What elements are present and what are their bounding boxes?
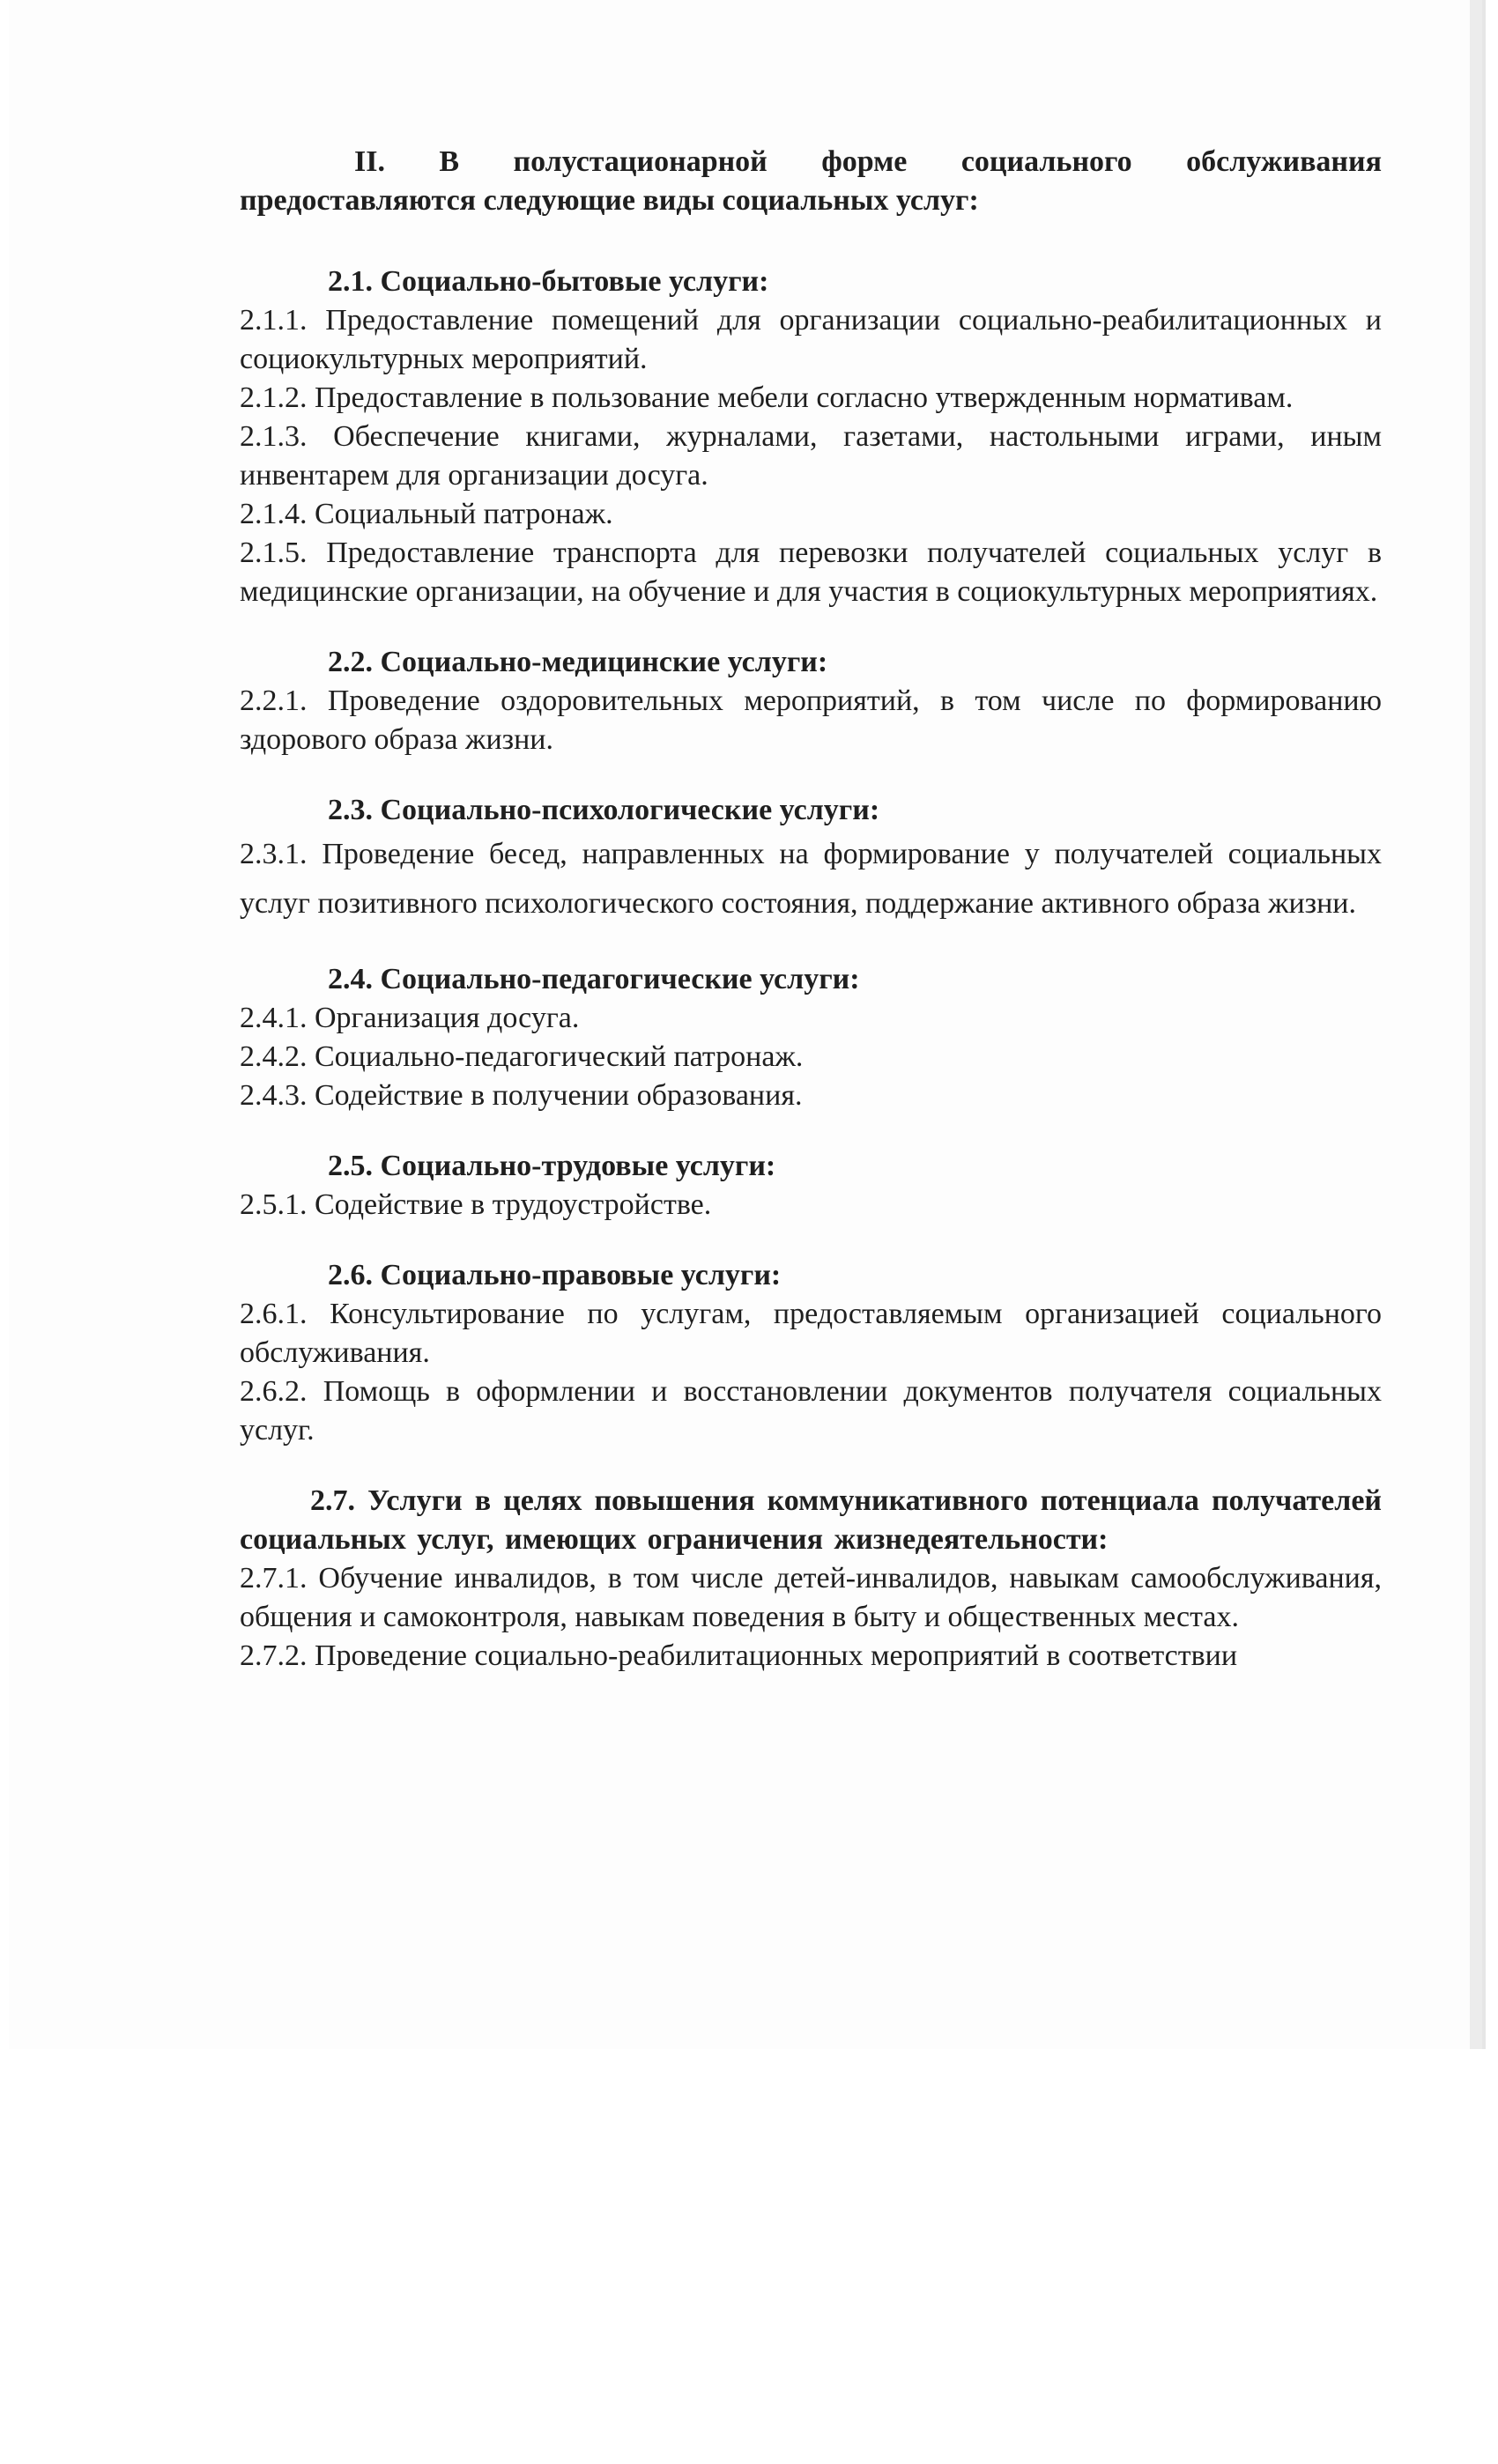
list-item: 2.6.1. Консультирование по услугам, предоставляемым организацией социального обслуживания. [240, 1298, 1382, 1369]
list-item: 2.7.2. Проведение социально-реабилитационных мероприятий в соответствии [240, 1639, 1238, 1672]
list-item: 2.1.3. Обеспечение книгами, журналами, газетами, настольными играми, иным инвентарем для организации досуга. [240, 420, 1382, 492]
group-heading-household: 2.1. Социально-бытовые услуги: [328, 265, 769, 298]
list-item: 2.5.1. Содействие в трудоустройстве. [240, 1188, 712, 1221]
list-item: 2.4.2. Социально-педагогический патронаж. [240, 1040, 804, 1073]
group-heading-legal: 2.6. Социально-правовые услуги: [328, 1259, 782, 1291]
list-item: 2.1.2. Предоставление в пользование мебели согласно утвержденным нормативам. [240, 381, 1294, 414]
document-body [240, 143, 1382, 1676]
list-item: 2.1.4. Социальный патронаж. [240, 498, 613, 530]
list-item: 2.3.1. Проведение бесед, направленных на формирование у получателей социальных услуг позитивного психологического состояния, поддержание активного образа жизни. [240, 838, 1382, 920]
group-heading-pedagogical: 2.4. Социально-педагогические услуги: [328, 963, 860, 995]
list-item: 2.4.1. Организация досуга. [240, 1002, 580, 1034]
list-item: 2.2.1. Проведение оздоровительных мероприятий, в том числе по формированию здорового образа жизни. [240, 684, 1382, 756]
section-title: II. В полустационарной форме социального обслуживания предоставляются следующие виды социальных услуг: [240, 145, 1382, 217]
group-heading-communication: 2.7. Услуги в целях повышения коммуникативного потенциала получателей социальных услуг, имеющих ограничения жизнедеятельности: [240, 1484, 1382, 1556]
list-item: 2.6.2. Помощь в оформлении и восстановлении документов получателя социальных услуг. [240, 1375, 1382, 1447]
list-item: 2.1.5. Предоставление транспорта для перевозки получателей социальных услуг в медицинские организации, на обучение и для участия в социокультурных мероприятиях. [240, 536, 1382, 608]
group-heading-labor: 2.5. Социально-трудовые услуги: [328, 1150, 776, 1182]
list-item: 2.7.1. Обучение инвалидов, в том числе детей-инвалидов, навыкам самообслуживания, общения и самоконтроля, навыкам поведения в быту и общественных местах. [240, 1562, 1382, 1633]
list-item: 2.1.1. Предоставление помещений для организации социально-реабилитационных и социокультурных мероприятий. [240, 304, 1382, 375]
group-heading-medical: 2.2. Социально-медицинские услуги: [328, 646, 828, 678]
group-heading-psychological: 2.3. Социально-психологические услуги: [328, 794, 880, 826]
list-item: 2.4.3. Содействие в получении образования. [240, 1079, 803, 1112]
scan-edge-shadow [1470, 0, 1482, 2049]
